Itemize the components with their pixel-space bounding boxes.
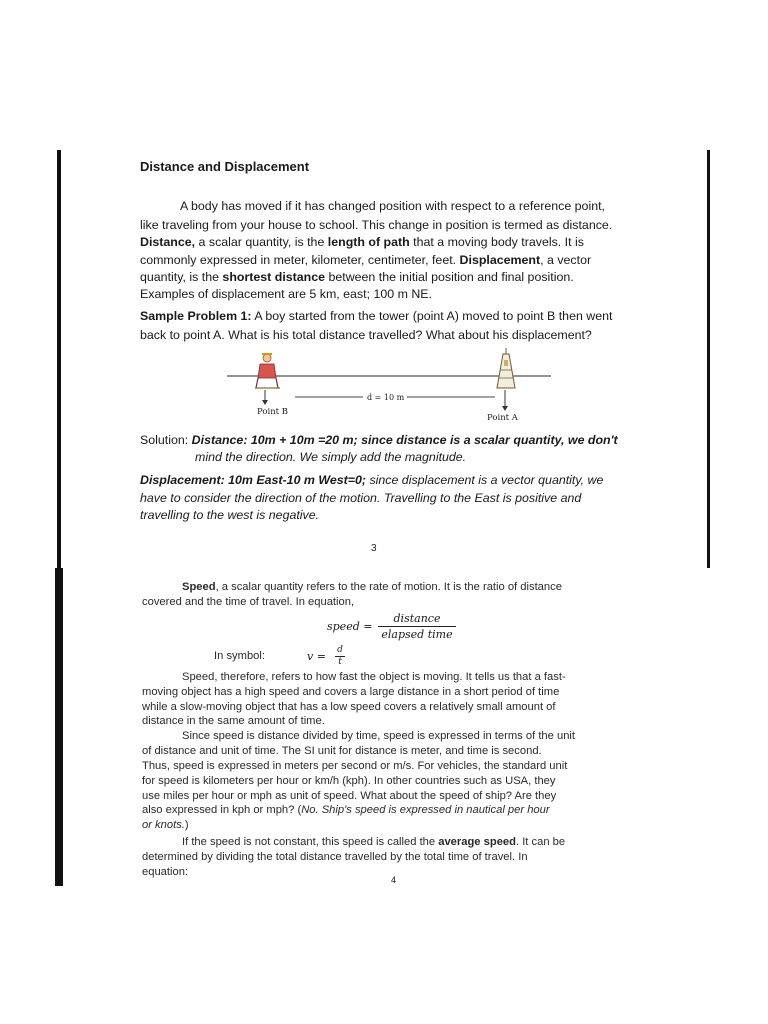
term-speed: Speed <box>182 581 216 593</box>
speed-para2-line4: distance in the same amount of time. <box>142 715 325 727</box>
sample-line2: back to point A. What is his total distance travelled? What about his displacement? <box>140 328 592 342</box>
term-displacement: Displacement <box>459 253 541 267</box>
para1-line3-text1: a scalar quantity, is the <box>195 235 328 249</box>
arrow-b-head <box>262 400 268 405</box>
section-heading: Distance and Displacement <box>140 159 310 174</box>
sample-line1 <box>140 307 612 326</box>
speed-para4-line2: determined by dividing the total distance travelled by the total time of travel. In <box>142 851 528 863</box>
displacement-label: Displacement: 10m East-10 m West=0; <box>140 473 366 487</box>
eq-v-d: d <box>337 645 343 655</box>
term-average-speed: average speed <box>438 836 516 848</box>
para1-line4-text: commonly expressed in meter, kilometer, centimeter, feet. <box>140 253 460 267</box>
page-number-4: 4 <box>391 875 397 885</box>
speed-para4-line1-a: If the speed is not constant, this speed is called the <box>182 836 439 848</box>
arrow-a-head <box>502 406 508 411</box>
page-number-3: 3 <box>371 543 377 554</box>
para1-line4-end: , a vector <box>540 253 592 267</box>
eq-fraction-bar <box>378 626 456 627</box>
speed-para4-line1-c: . It can be <box>515 836 566 848</box>
eq-speed-label: speed = <box>327 620 373 633</box>
eq-speed-fraction <box>378 612 456 641</box>
tower-boy-figure <box>225 348 560 422</box>
tower-icon <box>497 348 515 388</box>
para1-line6: Examples of displacement are 5 km, east; 100 m NE. <box>140 287 432 301</box>
eq-v-label: v = <box>307 650 326 663</box>
term-length-of-path: length of path <box>327 235 410 249</box>
left-page-border-top <box>57 150 61 570</box>
displacement-line3: travelling to the west is negative. <box>140 508 320 522</box>
solution-prefix: Solution: <box>140 433 192 447</box>
speed-para3-line6-italic: No. Ship's speed is expressed in nautical per hour <box>301 804 550 816</box>
speed-para3-line7 <box>142 818 189 833</box>
term-distance: Distance, <box>140 235 196 249</box>
speed-para3-line3: Thus, speed is expressed in meters per second or m/s. For vehicles, the standard unit <box>142 760 568 772</box>
speed-para4-line3: equation: <box>142 866 189 878</box>
solution-line2: mind the direction. We simply add the magnitude. <box>195 450 467 464</box>
para1-line5-c: between the initial position and final position. <box>325 270 574 284</box>
speed-para2-line3: while a slow-moving object that has a low speed covers a relatively small amount of <box>142 701 556 713</box>
displacement-line1-text: since displacement is a vector quantity, we <box>366 473 604 487</box>
distance-label: d = 10 m <box>367 393 405 402</box>
left-page-border-bottom <box>55 568 63 886</box>
eq-numerator: distance <box>393 612 441 625</box>
speed-para1-line1 <box>182 580 562 595</box>
point-b-label: Point B <box>257 407 289 417</box>
term-shortest-distance: shortest distance <box>222 270 326 284</box>
speed-para3-line1: Since speed is distance divided by time, speed is expressed in terms of the unit <box>182 730 576 742</box>
displacement-line1 <box>140 471 603 490</box>
eq-denominator: elapsed time <box>381 628 453 641</box>
speed-para2-line1: Speed, therefore, refers to how fast the object is moving. It tells us that a fast- <box>182 671 566 683</box>
para1-line2: like traveling from your house to school. This change in position is termed as distance. <box>140 218 613 232</box>
para1-line3 <box>140 233 584 252</box>
solution-distance: Distance: 10m + 10m =20 m; since distance is a scalar quantity, we don't <box>191 433 618 447</box>
speed-para1-line2: covered and the time of travel. In equation, <box>142 596 355 608</box>
para1-line3-text2: that a moving body travels. It is <box>409 235 584 249</box>
speed-para3-line7-end: ) <box>184 819 189 831</box>
right-page-border <box>707 150 710 568</box>
boy-icon <box>255 354 280 388</box>
point-a-label: Point A <box>487 413 518 422</box>
speed-para3-line2: of distance and unit of time. The SI unit for distance is meter, and time is second. <box>142 745 542 757</box>
sample-line1-text: A boy started from the tower (point A) moved to point B then went <box>251 309 613 323</box>
speed-para1-line1-text: , a scalar quantity refers to the rate of motion. It is the ratio of distance <box>215 581 562 593</box>
symbol-label: In symbol: <box>214 650 265 662</box>
eq-v-t: t <box>338 657 342 667</box>
speed-para2-line2: moving object has a high speed and covers a large distance in a short period of time <box>142 686 560 698</box>
para1-line5-a: quantity, is the <box>140 270 223 284</box>
speed-para3-line7-italic: or knots. <box>142 819 185 831</box>
para1-line1: A body has moved if it has changed position with respect to a reference point, <box>180 199 605 213</box>
speed-para4-line1 <box>182 835 565 850</box>
speed-para3-line6 <box>142 803 550 818</box>
speed-para3-line5: use miles per hour or mph as unit of speed. What about the speed of ship? Are they <box>142 790 557 802</box>
sample-label: Sample Problem 1: <box>140 309 252 323</box>
speed-para3-line4: for speed is kilometers per hour or km/h (kph). In other countries such as USA, they <box>142 775 556 787</box>
speed-para3-line6-a: also expressed in kph or mph? ( <box>142 804 302 816</box>
eq-v-fraction <box>335 646 345 667</box>
displacement-line2: have to consider the direction of the motion. Travelling to the East is positive and <box>140 491 582 505</box>
